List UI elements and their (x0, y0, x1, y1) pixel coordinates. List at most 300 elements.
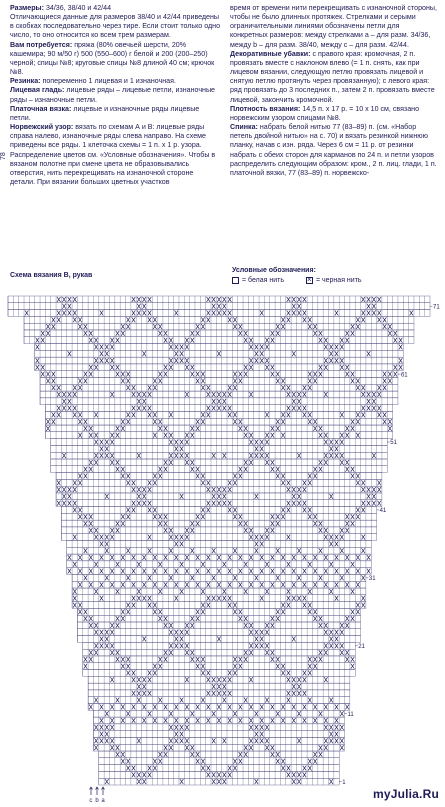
black-stitch-mark (260, 440, 264, 445)
black-stitch-mark (185, 650, 189, 655)
black-stitch-mark (180, 351, 184, 356)
black-stitch-mark (372, 399, 376, 404)
black-stitch-mark (233, 766, 237, 771)
black-stitch-mark (94, 630, 98, 635)
black-stitch-mark (292, 779, 296, 784)
black-stitch-mark (132, 704, 136, 709)
black-stitch-mark (116, 521, 120, 526)
paragraph-heading: Плотность вязания: (230, 104, 301, 113)
black-stitch-mark (207, 480, 211, 485)
black-stitch-mark (201, 378, 205, 383)
black-stitch-mark (153, 419, 157, 424)
black-stitch-mark (212, 399, 216, 404)
black-stitch-mark (367, 392, 371, 397)
black-stitch-mark (84, 609, 88, 614)
black-stitch-mark (137, 596, 141, 601)
black-stitch-mark (84, 331, 88, 336)
black-stitch-mark (265, 344, 269, 349)
black-stitch-mark (340, 725, 344, 730)
black-stitch-mark (377, 392, 381, 397)
black-stitch-mark (292, 406, 296, 411)
black-stitch-mark (335, 351, 339, 356)
black-stitch-mark (142, 691, 146, 696)
black-stitch-mark (185, 738, 189, 743)
black-stitch-mark (164, 338, 168, 343)
black-stitch-mark (185, 338, 189, 343)
black-stitch-mark (324, 718, 328, 723)
black-stitch-mark (324, 677, 328, 682)
black-stitch-mark (196, 372, 200, 377)
black-stitch-mark (132, 501, 136, 506)
black-stitch-mark (212, 406, 216, 411)
black-stitch-mark (148, 670, 152, 675)
black-stitch-mark (180, 541, 184, 546)
black-stitch-mark (276, 609, 280, 614)
black-stitch-mark (281, 664, 285, 669)
black-stitch-mark (345, 433, 349, 438)
chart-row (35, 357, 404, 364)
black-stitch-mark (169, 440, 173, 445)
black-stitch-mark (265, 358, 269, 363)
black-stitch-mark (388, 378, 392, 383)
black-stitch-mark (132, 392, 136, 397)
black-stitch-mark (164, 528, 168, 533)
black-stitch-mark (174, 738, 178, 743)
black-stitch-mark (185, 582, 189, 587)
black-stitch-mark (89, 528, 93, 533)
black-stitch-mark (180, 636, 184, 641)
black-stitch-mark (201, 562, 205, 567)
black-stitch-mark (105, 358, 109, 363)
black-stitch-mark (244, 521, 248, 526)
black-stitch-mark (116, 745, 120, 750)
black-stitch-mark (335, 358, 339, 363)
black-stitch-mark (153, 582, 157, 587)
black-stitch-mark (340, 711, 344, 716)
black-stitch-mark (265, 453, 269, 458)
black-stitch-mark (126, 372, 130, 377)
black-stitch-mark (249, 643, 253, 648)
black-stitch-mark (105, 630, 109, 635)
black-stitch-mark (271, 582, 275, 587)
black-stitch-mark (201, 507, 205, 512)
black-stitch-mark (329, 562, 333, 567)
black-stitch-mark (292, 718, 296, 723)
black-stitch-mark (94, 698, 98, 703)
black-stitch-mark (239, 467, 243, 472)
black-stitch-mark (297, 392, 301, 397)
black-stitch-mark (116, 589, 120, 594)
black-stitch-mark (276, 759, 280, 764)
black-stitch-mark (121, 657, 125, 662)
black-stitch-mark (260, 358, 264, 363)
black-stitch-mark (324, 725, 328, 730)
black-stitch-mark (217, 596, 221, 601)
black-stitch-mark (105, 494, 109, 499)
black-stitch-mark (148, 772, 152, 777)
black-stitch-mark (57, 501, 61, 506)
black-stitch-mark (137, 779, 141, 784)
black-stitch-mark (319, 711, 323, 716)
black-stitch-mark (185, 569, 189, 574)
black-stitch-mark (132, 569, 136, 574)
black-stitch-mark (110, 338, 114, 343)
black-stitch-mark (153, 766, 157, 771)
black-stitch-mark (89, 521, 93, 526)
black-stitch-mark (271, 718, 275, 723)
black-stitch-mark (89, 433, 93, 438)
chart-row (56, 473, 382, 480)
black-stitch-mark (356, 480, 360, 485)
black-stitch-mark (207, 406, 211, 411)
black-stitch-mark (239, 718, 243, 723)
black-stitch-mark (100, 535, 104, 540)
black-stitch-mark (185, 392, 189, 397)
black-stitch-mark (287, 507, 291, 512)
chart-row (24, 337, 414, 344)
black-stitch-mark (308, 603, 312, 608)
black-stitch-mark (148, 406, 152, 411)
black-stitch-mark (68, 555, 72, 560)
black-stitch-mark (244, 562, 248, 567)
black-stitch-mark (308, 378, 312, 383)
black-stitch-mark (239, 704, 243, 709)
black-stitch-mark (345, 338, 349, 343)
black-stitch-mark (110, 569, 114, 574)
black-stitch-mark (191, 372, 195, 377)
black-stitch-mark (121, 372, 125, 377)
black-stitch-mark (228, 385, 232, 390)
black-stitch-mark (265, 738, 269, 743)
black-stitch-mark (105, 535, 109, 540)
black-stitch-mark (356, 569, 360, 574)
black-stitch-mark (78, 412, 82, 417)
black-stitch-mark (239, 616, 243, 621)
black-stitch-mark (185, 718, 189, 723)
chart-row (93, 737, 344, 744)
black-stitch-mark (281, 759, 285, 764)
black-stitch-mark (36, 338, 40, 343)
black-stitch-mark (158, 616, 162, 621)
black-stitch-mark (265, 623, 269, 628)
black-stitch-mark (201, 603, 205, 608)
black-stitch-mark (196, 419, 200, 424)
paragraph-heading: Норвежский узор: (10, 123, 74, 132)
black-stitch-mark (335, 569, 339, 574)
black-stitch-mark (169, 711, 173, 716)
black-stitch-mark (271, 365, 275, 370)
black-stitch-mark (94, 738, 98, 743)
black-stitch-mark (89, 460, 93, 465)
black-stitch-mark (367, 487, 371, 492)
black-stitch-mark (116, 460, 120, 465)
black-stitch-mark (212, 772, 216, 777)
black-stitch-mark (287, 772, 291, 777)
black-stitch-mark (121, 419, 125, 424)
black-stitch-mark (223, 772, 227, 777)
black-stitch-mark (292, 569, 296, 574)
black-stitch-mark (244, 528, 248, 533)
black-stitch-mark (73, 603, 77, 608)
black-stitch-mark (164, 657, 168, 662)
black-stitch-mark (271, 745, 275, 750)
black-stitch-mark (153, 609, 157, 614)
black-stitch-mark (303, 392, 307, 397)
black-stitch-mark (313, 609, 317, 614)
black-stitch-mark (148, 507, 152, 512)
black-stitch-mark (212, 596, 216, 601)
black-stitch-mark (105, 446, 109, 451)
chart-row (99, 758, 339, 765)
black-stitch-mark (345, 623, 349, 628)
black-stitch-mark (142, 494, 146, 499)
black-stitch-mark (324, 453, 328, 458)
black-stitch-mark (329, 738, 333, 743)
black-stitch-mark (249, 392, 253, 397)
black-stitch-mark (73, 562, 77, 567)
black-stitch-mark (265, 630, 269, 635)
chart-grid (8, 296, 430, 785)
black-stitch-mark (276, 378, 280, 383)
black-stitch-mark (255, 541, 259, 546)
black-stitch-mark (132, 766, 136, 771)
black-stitch-mark (89, 331, 93, 336)
black-stitch-mark (319, 528, 323, 533)
black-stitch-mark (148, 487, 152, 492)
black-stitch-mark (249, 453, 253, 458)
black-stitch-mark (324, 433, 328, 438)
black-stitch-mark (148, 501, 152, 506)
black-stitch-mark (324, 569, 328, 574)
black-stitch-mark (132, 670, 136, 675)
black-stitch-mark (137, 453, 141, 458)
black-stitch-mark (126, 603, 130, 608)
black-stitch-mark (153, 718, 157, 723)
black-stitch-mark (249, 738, 253, 743)
black-stitch-mark (137, 589, 141, 594)
black-stitch-mark (116, 657, 120, 662)
black-stitch-mark (361, 596, 365, 601)
black-stitch-mark (137, 406, 141, 411)
black-stitch-mark (265, 725, 269, 730)
black-stitch-mark (185, 677, 189, 682)
black-stitch-mark (201, 514, 205, 519)
black-stitch-mark (281, 704, 285, 709)
black-stitch-mark (116, 752, 120, 757)
black-stitch-mark (383, 372, 387, 377)
chart-row (83, 649, 355, 656)
black-stitch-mark (169, 344, 173, 349)
black-stitch-mark (132, 412, 136, 417)
black-stitch-mark (319, 521, 323, 526)
black-stitch-mark (239, 419, 243, 424)
black-stitch-mark (265, 650, 269, 655)
black-stitch-mark (265, 412, 269, 417)
black-stitch-mark (191, 426, 195, 431)
black-stitch-mark (292, 582, 296, 587)
black-stitch-mark (281, 766, 285, 771)
black-stitch-mark (324, 392, 328, 397)
black-stitch-mark (340, 630, 344, 635)
black-stitch-mark (207, 392, 211, 397)
black-stitch-mark (84, 575, 88, 580)
black-stitch-mark (68, 501, 72, 506)
black-stitch-mark (100, 555, 104, 560)
black-stitch-mark (345, 528, 349, 533)
black-stitch-mark (340, 738, 344, 743)
black-stitch-mark (249, 358, 253, 363)
black-stitch-mark (324, 650, 328, 655)
black-stitch-mark (164, 555, 168, 560)
chart-row (77, 615, 360, 622)
black-stitch-mark (196, 467, 200, 472)
black-stitch-mark (207, 772, 211, 777)
black-stitch-mark (121, 718, 125, 723)
black-stitch-mark (212, 738, 216, 743)
paragraph-heading: Размеры: (10, 4, 44, 12)
black-stitch-mark (116, 372, 120, 377)
black-stitch-mark (105, 711, 109, 716)
black-stitch-mark (191, 548, 195, 553)
black-stitch-mark (137, 501, 141, 506)
black-stitch-mark (89, 650, 93, 655)
black-stitch-mark (78, 433, 82, 438)
black-stitch-mark (84, 664, 88, 669)
black-stitch-mark (308, 670, 312, 675)
black-stitch-mark (303, 691, 307, 696)
black-stitch-mark (239, 514, 243, 519)
black-stitch-mark (281, 507, 285, 512)
black-stitch-mark (212, 487, 216, 492)
black-stitch-mark (185, 555, 189, 560)
black-stitch-mark (292, 351, 296, 356)
black-stitch-mark (158, 514, 162, 519)
black-stitch-mark (303, 603, 307, 608)
black-stitch-mark (57, 392, 61, 397)
paragraph-heading: Резинка: (10, 77, 41, 86)
black-stitch-mark (377, 385, 381, 390)
black-stitch-mark (303, 718, 307, 723)
chart-row (61, 520, 376, 527)
black-stitch-mark (116, 338, 120, 343)
black-stitch-mark (132, 718, 136, 723)
black-stitch-mark (292, 691, 296, 696)
black-stitch-mark (281, 480, 285, 485)
black-stitch-mark (281, 670, 285, 675)
black-stitch-mark (164, 704, 168, 709)
black-stitch-mark (52, 419, 56, 424)
black-stitch-mark (351, 467, 355, 472)
black-stitch-mark (276, 473, 280, 478)
black-stitch-mark (148, 412, 152, 417)
black-stitch-mark (196, 582, 200, 587)
black-stitch-mark (281, 385, 285, 390)
black-stitch-mark (89, 657, 93, 662)
black-stitch-mark (105, 440, 109, 445)
black-stitch-mark (142, 569, 146, 574)
black-stitch-mark (153, 704, 157, 709)
black-stitch-mark (78, 569, 82, 574)
black-stitch-mark (308, 507, 312, 512)
black-stitch-mark (89, 616, 93, 621)
black-stitch-mark (255, 738, 259, 743)
black-stitch-mark (84, 378, 88, 383)
black-stitch-mark (185, 725, 189, 730)
chart-row (67, 561, 371, 568)
black-stitch-mark (217, 501, 221, 506)
black-stitch-mark (297, 684, 301, 689)
black-stitch-mark (276, 664, 280, 669)
black-stitch-mark (142, 406, 146, 411)
black-stitch-mark (84, 548, 88, 553)
black-stitch-mark (132, 385, 136, 390)
black-stitch-mark (180, 562, 184, 567)
black-stitch-mark (249, 528, 253, 533)
black-stitch-mark (265, 745, 269, 750)
black-stitch-mark (142, 392, 146, 397)
black-stitch-mark (100, 351, 104, 356)
black-stitch-mark (100, 596, 104, 601)
chart-row (61, 507, 376, 514)
black-stitch-mark (276, 521, 280, 526)
black-stitch-mark (94, 562, 98, 567)
black-stitch-mark (57, 487, 61, 492)
black-stitch-mark (228, 704, 232, 709)
black-stitch-mark (126, 766, 130, 771)
black-stitch-mark (335, 630, 339, 635)
black-stitch-mark (126, 548, 130, 553)
black-stitch-mark (329, 453, 333, 458)
black-stitch-mark (142, 684, 146, 689)
black-stitch-mark (377, 406, 381, 411)
black-stitch-mark (89, 338, 93, 343)
black-stitch-mark (324, 338, 328, 343)
black-stitch-mark (303, 480, 307, 485)
black-stitch-mark (377, 412, 381, 417)
black-stitch-mark (153, 473, 157, 478)
black-stitch-mark (372, 501, 376, 506)
black-stitch-mark (249, 338, 253, 343)
black-stitch-mark (372, 406, 376, 411)
black-stitch-mark (249, 623, 253, 628)
black-stitch-mark (260, 630, 264, 635)
black-stitch-mark (324, 440, 328, 445)
black-stitch-mark (126, 609, 130, 614)
black-stitch-mark (249, 725, 253, 730)
black-stitch-mark (313, 514, 317, 519)
black-stitch-mark (36, 344, 40, 349)
black-stitch-mark (180, 440, 184, 445)
black-stitch-mark (137, 392, 141, 397)
chart-row (24, 330, 414, 337)
black-stitch-mark (281, 412, 285, 417)
black-stitch-mark (142, 582, 146, 587)
black-stitch-mark (174, 453, 178, 458)
black-stitch-mark (169, 433, 173, 438)
black-stitch-mark (185, 440, 189, 445)
chart-row (67, 547, 371, 554)
chart-row (40, 384, 398, 391)
paragraph-text: лицевые ряды – лицевые петли, изнаночные ряды – изнаночные петли. (10, 86, 215, 104)
black-stitch-mark (297, 548, 301, 553)
black-stitch-mark (324, 630, 328, 635)
black-stitch-mark (84, 372, 88, 377)
black-stitch-mark (153, 569, 157, 574)
black-stitch-mark (303, 772, 307, 777)
paragraph-text: попеременно 1 лицевая и 1 изнаночная. (40, 77, 176, 86)
black-stitch-mark (228, 677, 232, 682)
black-stitch-mark (212, 684, 216, 689)
